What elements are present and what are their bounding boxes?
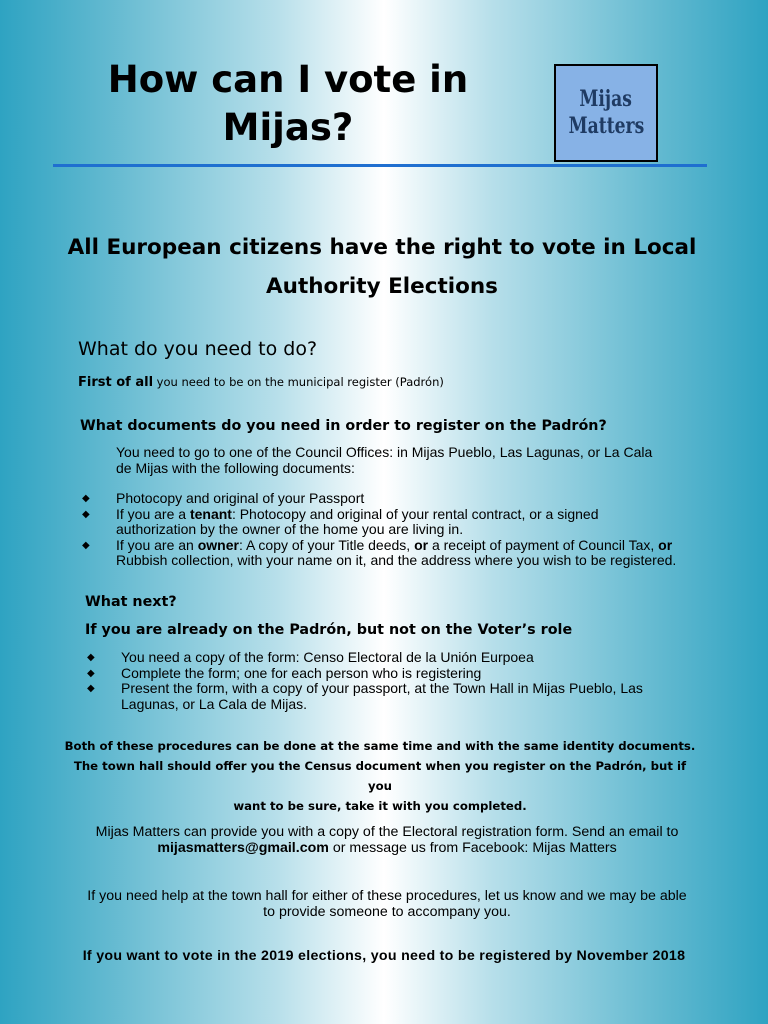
list-item — [87, 664, 721, 682]
headline-line-1: All European citizens have the right to vote in Local — [67, 235, 697, 260]
next-heading: What next? — [85, 594, 177, 610]
bullet-icon: ◆ — [87, 667, 95, 679]
next-item-1: You need a copy of the form: Censo Electoral de la Unión Eurpoea — [121, 649, 534, 665]
headline-line-2: Authority Elections — [266, 274, 498, 299]
documents-list — [82, 490, 736, 569]
documents-item-3-or-2: or — [658, 536, 673, 553]
documents-heading: What documents do you need in order to register on the Padrón? — [80, 418, 607, 434]
list-item — [87, 680, 721, 712]
email-link[interactable]: mijasmatters@gmail.com — [157, 840, 329, 856]
bullet-icon: ◆ — [87, 652, 95, 663]
bullet-icon: ◆ — [82, 508, 90, 520]
title-line-2: Mijas? — [222, 106, 354, 149]
bullet-icon: ◆ — [82, 539, 90, 551]
documents-item-2-bold: tenant — [189, 505, 232, 522]
page-title — [62, 56, 514, 152]
documents-item-1: Photocopy and original of your Passport — [116, 490, 365, 506]
next-item-3-line-1: Present the form, with a copy of your passport, at the Town Hall in Mijas Pueblo, Las — [121, 680, 643, 696]
documents-item-3-bold: owner — [197, 536, 239, 553]
first-step-bold: First of all — [78, 375, 154, 390]
contact-paragraph — [40, 824, 734, 856]
help-paragraph — [40, 888, 734, 920]
bullet-icon: ◆ — [87, 683, 95, 694]
documents-intro-line-1: You need to go to one of the Council Offices: in Mijas Pueblo, Las Lagunas, or La Cala — [116, 444, 653, 460]
note-line-2: The town hall should offer you the Census document when you register on the Padrón, but if you — [73, 759, 687, 793]
first-step — [78, 375, 444, 390]
procedures-note — [60, 736, 700, 816]
mijas-matters-logo — [554, 64, 658, 162]
contact-line-2 — [40, 840, 734, 856]
logo-line-1: Mijas — [579, 86, 633, 112]
logo-line-2: Matters — [568, 113, 644, 139]
contact-line-2-rest: or message us from Facebook: Mijas Matters — [328, 840, 617, 856]
contact-line-1: Mijas Matters can provide you with a copy of the Electoral registration form. Send an email to — [95, 824, 679, 840]
list-item — [82, 490, 736, 507]
help-line-2: to provide someone to accompany you. — [263, 904, 511, 920]
section-question: What do you need to do? — [78, 338, 318, 360]
documents-item-2-pre: If you are a — [116, 505, 190, 522]
note-line-1: Both of these procedures can be done at the same time and with the same identity documents. — [64, 739, 696, 753]
documents-item-3-pre: If you are an — [116, 536, 198, 553]
headline — [60, 228, 704, 306]
header-divider — [53, 164, 707, 167]
title-line-1: How can I vote in — [107, 58, 469, 101]
list-item — [82, 536, 736, 569]
documents-item-2-line-2: authorization by the owner of the home you are living in. — [116, 521, 464, 537]
registration-deadline: If you want to vote in the 2019 elections, you need to be registered by November 2018 — [82, 948, 686, 964]
documents-item-3-mid-2: a receipt of payment of Council Tax, — [428, 536, 659, 553]
documents-item-3-or-1: or — [414, 536, 429, 553]
list-item — [82, 505, 736, 538]
bullet-icon: ◆ — [82, 493, 90, 504]
help-line-1: If you need help at the town hall for either of these procedures, let us know and we may be able — [87, 888, 687, 904]
next-subheading: If you are already on the Padrón, but not on the Voter’s role — [85, 622, 573, 638]
note-line-3: want to be sure, take it with you completed. — [233, 799, 527, 813]
next-item-2: Complete the form; one for each person who is registering — [121, 664, 482, 681]
documents-item-3-mid: : A copy of your Title deeds, — [238, 536, 415, 553]
next-list — [87, 649, 721, 712]
list-item — [87, 649, 721, 666]
documents-intro-line-2: de Mijas with the following documents: — [116, 459, 355, 476]
next-item-3-line-2: Lagunas, or La Cala de Mijas. — [121, 695, 307, 712]
documents-intro — [116, 445, 652, 476]
documents-item-2-rest: : Photocopy and original of your rental contract, or a signed — [231, 505, 599, 522]
first-step-text: you need to be on the municipal register (Padrón) — [153, 375, 444, 389]
documents-item-3-line-2: Rubbish collection, with your name on it, and the address where you wish to be registered. — [116, 552, 677, 568]
